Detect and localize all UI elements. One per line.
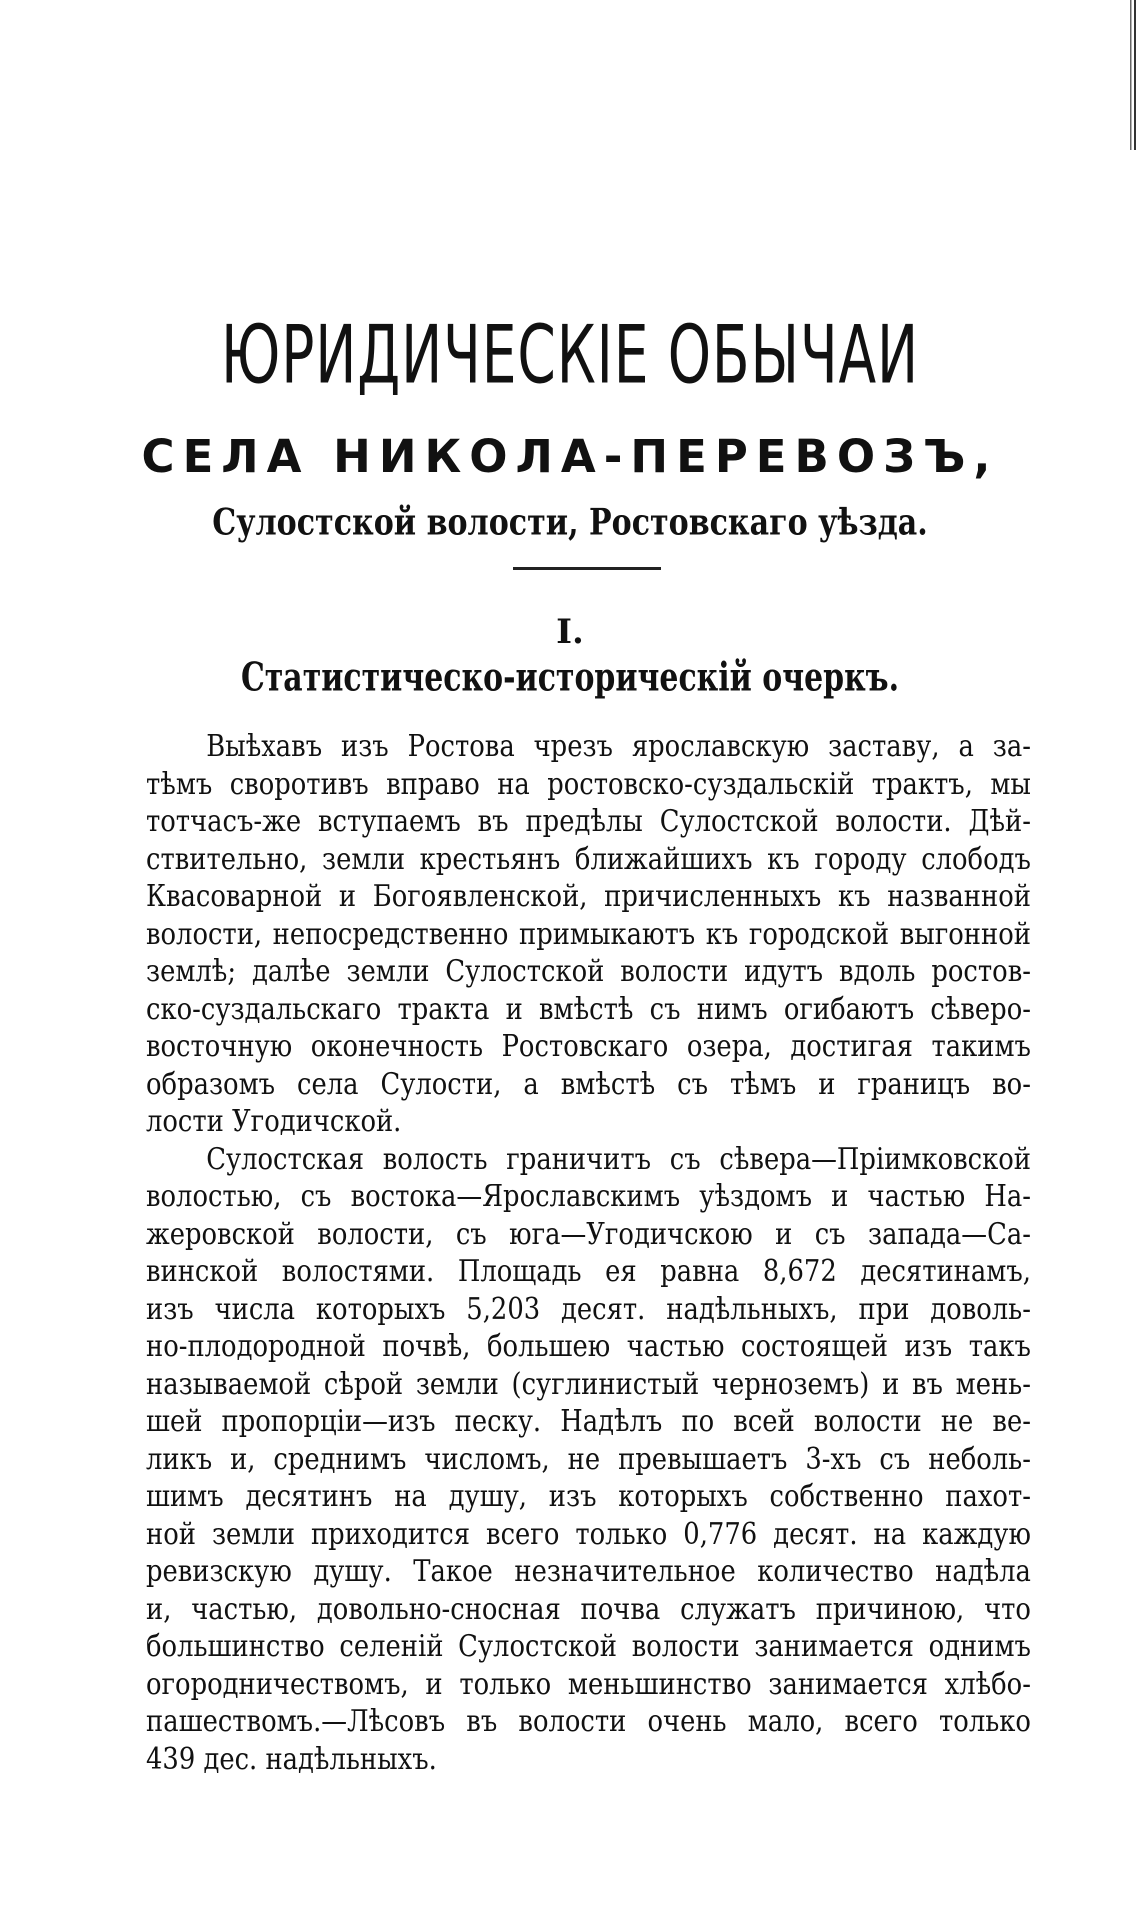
text-line: волости, непосредственно примыкаютъ къ городской выгонной [146,916,1031,952]
document-location: Сулостской волости, Ростовскаго уѣзда. [212,500,928,544]
text-line: пашествомъ.—Лѣсовъ въ волости очень мало, всего только [146,1704,1031,1739]
text-line: Квасоварной и Богоявленской, причисленныхъ къ названной [146,879,1031,914]
text-line: называемой сѣрой земли (суглинистый черноземъ) и въ мень- [146,1366,1031,1402]
text-line: шимъ десятинъ на душу, изъ которыхъ собственно пахот- [146,1479,1031,1514]
text-line: образомъ села Сулости, а вмѣстѣ съ тѣмъ и границъ во- [146,1066,1031,1102]
text-line: тотчасъ-же вступаемъ въ предѣлы Сулостской волости. Дѣй- [146,804,1031,839]
text-line: и, частью, довольно-сносная почва служатъ причиною, что [146,1591,1031,1627]
body-text [146,728,1031,1778]
text-line: ско-суздальскаго тракта и вмѣстѣ съ нимъ огибаютъ сѣверо- [146,991,1031,1027]
edge-mark [1134,0,1136,150]
text-line: Выѣхавъ изъ Ростова чрезъ ярославскую заставу, а за- [206,729,1031,764]
text-line: огородничествомъ, и только меньшинство занимается хлѣбо- [146,1666,1031,1702]
section-title: Статистическо-историческій очеркъ. [240,655,900,701]
text-line: шей пропорціи—изъ песку. Надѣлъ по всей волости не ве- [146,1404,1031,1439]
document-subtitle: СЕЛА НИКОЛА-ПЕРЕВОЗЪ, [141,430,999,483]
text-line: винской волостями. Площадь ея равна 8,672 десятинамъ, [146,1254,1031,1289]
text-line: Сулостская волость граничитъ съ сѣвера—Пріимковской [206,1141,1031,1177]
section-number: I. [556,612,584,652]
text-line: лости Угодичской. [146,1104,402,1139]
text-line: но-плодородной почвѣ, большею частью состоящей изъ такъ [146,1329,1031,1364]
text-line: ствительно, земли крестьянъ ближайшихъ къ городу слободъ [146,841,1031,877]
title-divider [513,567,661,570]
document-title: ЮРИДИЧЕСКІЕ ОБЫЧАИ [220,310,920,403]
text-line: тѣмъ своротивъ вправо на ростовско-суздальскій трактъ, мы [146,766,1031,802]
text-line: ной земли приходится всего только 0,776 десят. на каждую [146,1516,1031,1552]
text-line: ревизскую душу. Такое незначительное количество надѣла [146,1554,1031,1589]
text-line: восточную оконечность Ростовскаго озера, достигая такимъ [146,1029,1031,1064]
text-line: большинство селеній Сулостской волости занимается однимъ [146,1629,1031,1664]
page-edge-marks [1128,0,1140,150]
text-line: жеровской волости, съ юга—Угодичскою и съ запада—Са- [146,1216,1031,1252]
text-line: 439 дес. надѣльныхъ. [146,1741,437,1777]
text-line: землѣ; далѣе земли Сулостской волости идутъ вдоль ростов- [146,954,1031,989]
text-line: волостью, съ востока—Ярославскимъ уѣздомъ и частью На- [146,1179,1031,1214]
text-line: ликъ и, среднимъ числомъ, не превышаетъ 3-хъ съ неболь- [146,1441,1031,1477]
edge-mark [1130,0,1132,150]
text-line: изъ числа которыхъ 5,203 десят. надѣльныхъ, при доволь- [146,1291,1031,1327]
